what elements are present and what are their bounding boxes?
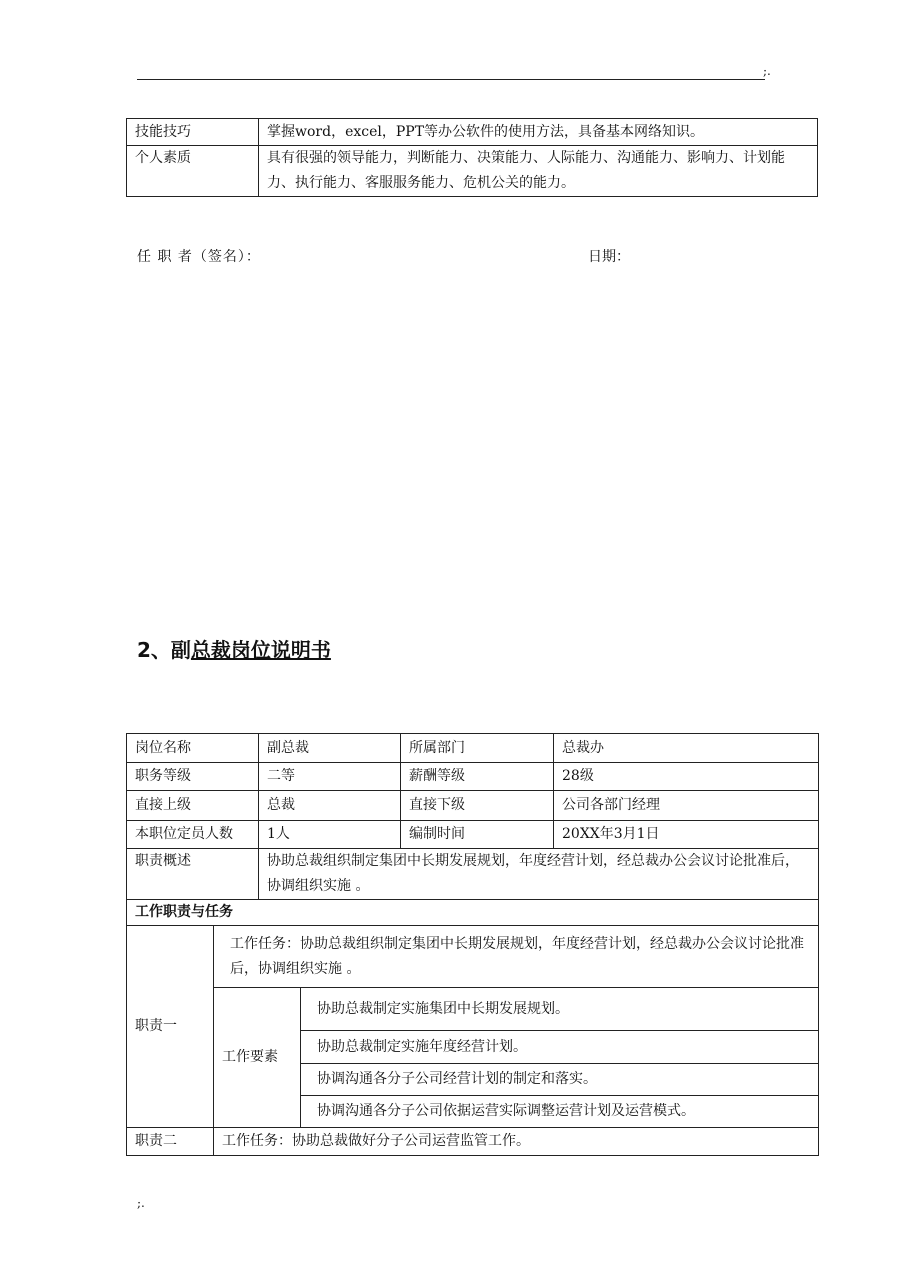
section-title-text: 总裁岗位说明书 bbox=[190, 638, 331, 662]
table-row bbox=[127, 119, 818, 146]
footer-mark: ;. bbox=[137, 1196, 145, 1210]
cell: 所属部门 bbox=[401, 734, 554, 763]
header-rule bbox=[137, 79, 765, 80]
date-label: 日期： bbox=[588, 249, 630, 265]
cell: 总裁 bbox=[259, 791, 401, 821]
cell: 公司各部门经理 bbox=[554, 791, 819, 821]
header-mark: ;. bbox=[763, 64, 771, 78]
table-row bbox=[127, 926, 819, 988]
cell: 总裁办 bbox=[554, 734, 819, 763]
cell: 1人 bbox=[259, 821, 401, 849]
skills-value: 掌握word，excel，PPT等办公软件的使用方法，具备基本网络知识。 bbox=[259, 119, 818, 146]
duty1-req: 协助总裁制定实施年度经营计划。 bbox=[301, 1031, 819, 1064]
skills-label: 技能技巧 bbox=[127, 119, 259, 146]
cell: 岗位名称 bbox=[127, 734, 259, 763]
cell: 直接上级 bbox=[127, 791, 259, 821]
table-row bbox=[127, 988, 819, 1031]
summary-value: 协助总裁组织制定集团中长期发展规划，年度经营计划，经总裁办公会议讨论批准后，协调组织实施 。 bbox=[259, 849, 819, 900]
cell: 职务等级 bbox=[127, 763, 259, 791]
cell: 28级 bbox=[554, 763, 819, 791]
cell: 本职位定员人数 bbox=[127, 821, 259, 849]
duty2-label: 职责二 bbox=[127, 1128, 214, 1156]
duty1-req: 协助总裁制定实施集团中长期发展规划。 bbox=[301, 988, 819, 1031]
table-row bbox=[127, 791, 819, 821]
duty1-req-label: 工作要素 bbox=[214, 988, 301, 1128]
table-row bbox=[127, 821, 819, 849]
cell: 直接下级 bbox=[401, 791, 554, 821]
duty1-req: 协调沟通各分子公司经营计划的制定和落实。 bbox=[301, 1064, 819, 1096]
table-row bbox=[127, 900, 819, 926]
table-row bbox=[127, 146, 818, 197]
duty1-req: 协调沟通各分子公司依据运营实际调整运营计划及运营模式。 bbox=[301, 1096, 819, 1128]
section-title bbox=[137, 634, 331, 663]
cell: 薪酬等级 bbox=[401, 763, 554, 791]
duty1-task: 工作任务：协助总裁组织制定集团中长期发展规划，年度经营计划，经总裁办公会议讨论批准后，协调组织实施 。 bbox=[214, 926, 819, 988]
table-row bbox=[127, 1128, 819, 1156]
section-header: 工作职责与任务 bbox=[127, 900, 819, 926]
quality-value: 具有很强的领导能力，判断能力、决策能力、人际能力、沟通能力、影响力、计划能力、执行能力、客服服务能力、危机公关的能力。 bbox=[259, 146, 818, 197]
cell: 副总裁 bbox=[259, 734, 401, 763]
summary-label: 职责概述 bbox=[127, 849, 259, 900]
duty2-task: 工作任务：协助总裁做好分子公司运营监管工作。 bbox=[214, 1128, 819, 1156]
job-description-table bbox=[126, 733, 819, 1156]
cell: 编制时间 bbox=[401, 821, 554, 849]
duty1-label: 职责一 bbox=[127, 926, 214, 1128]
table-row bbox=[127, 734, 819, 763]
cell: 20XX年3月1日 bbox=[554, 821, 819, 849]
signature-label: 任 职 者（签名）： bbox=[137, 249, 261, 265]
skills-table bbox=[126, 118, 818, 197]
quality-label: 个人素质 bbox=[127, 146, 259, 197]
table-row bbox=[127, 849, 819, 900]
cell: 二等 bbox=[259, 763, 401, 791]
table-row bbox=[127, 763, 819, 791]
section-number: 2、副 bbox=[137, 638, 191, 662]
